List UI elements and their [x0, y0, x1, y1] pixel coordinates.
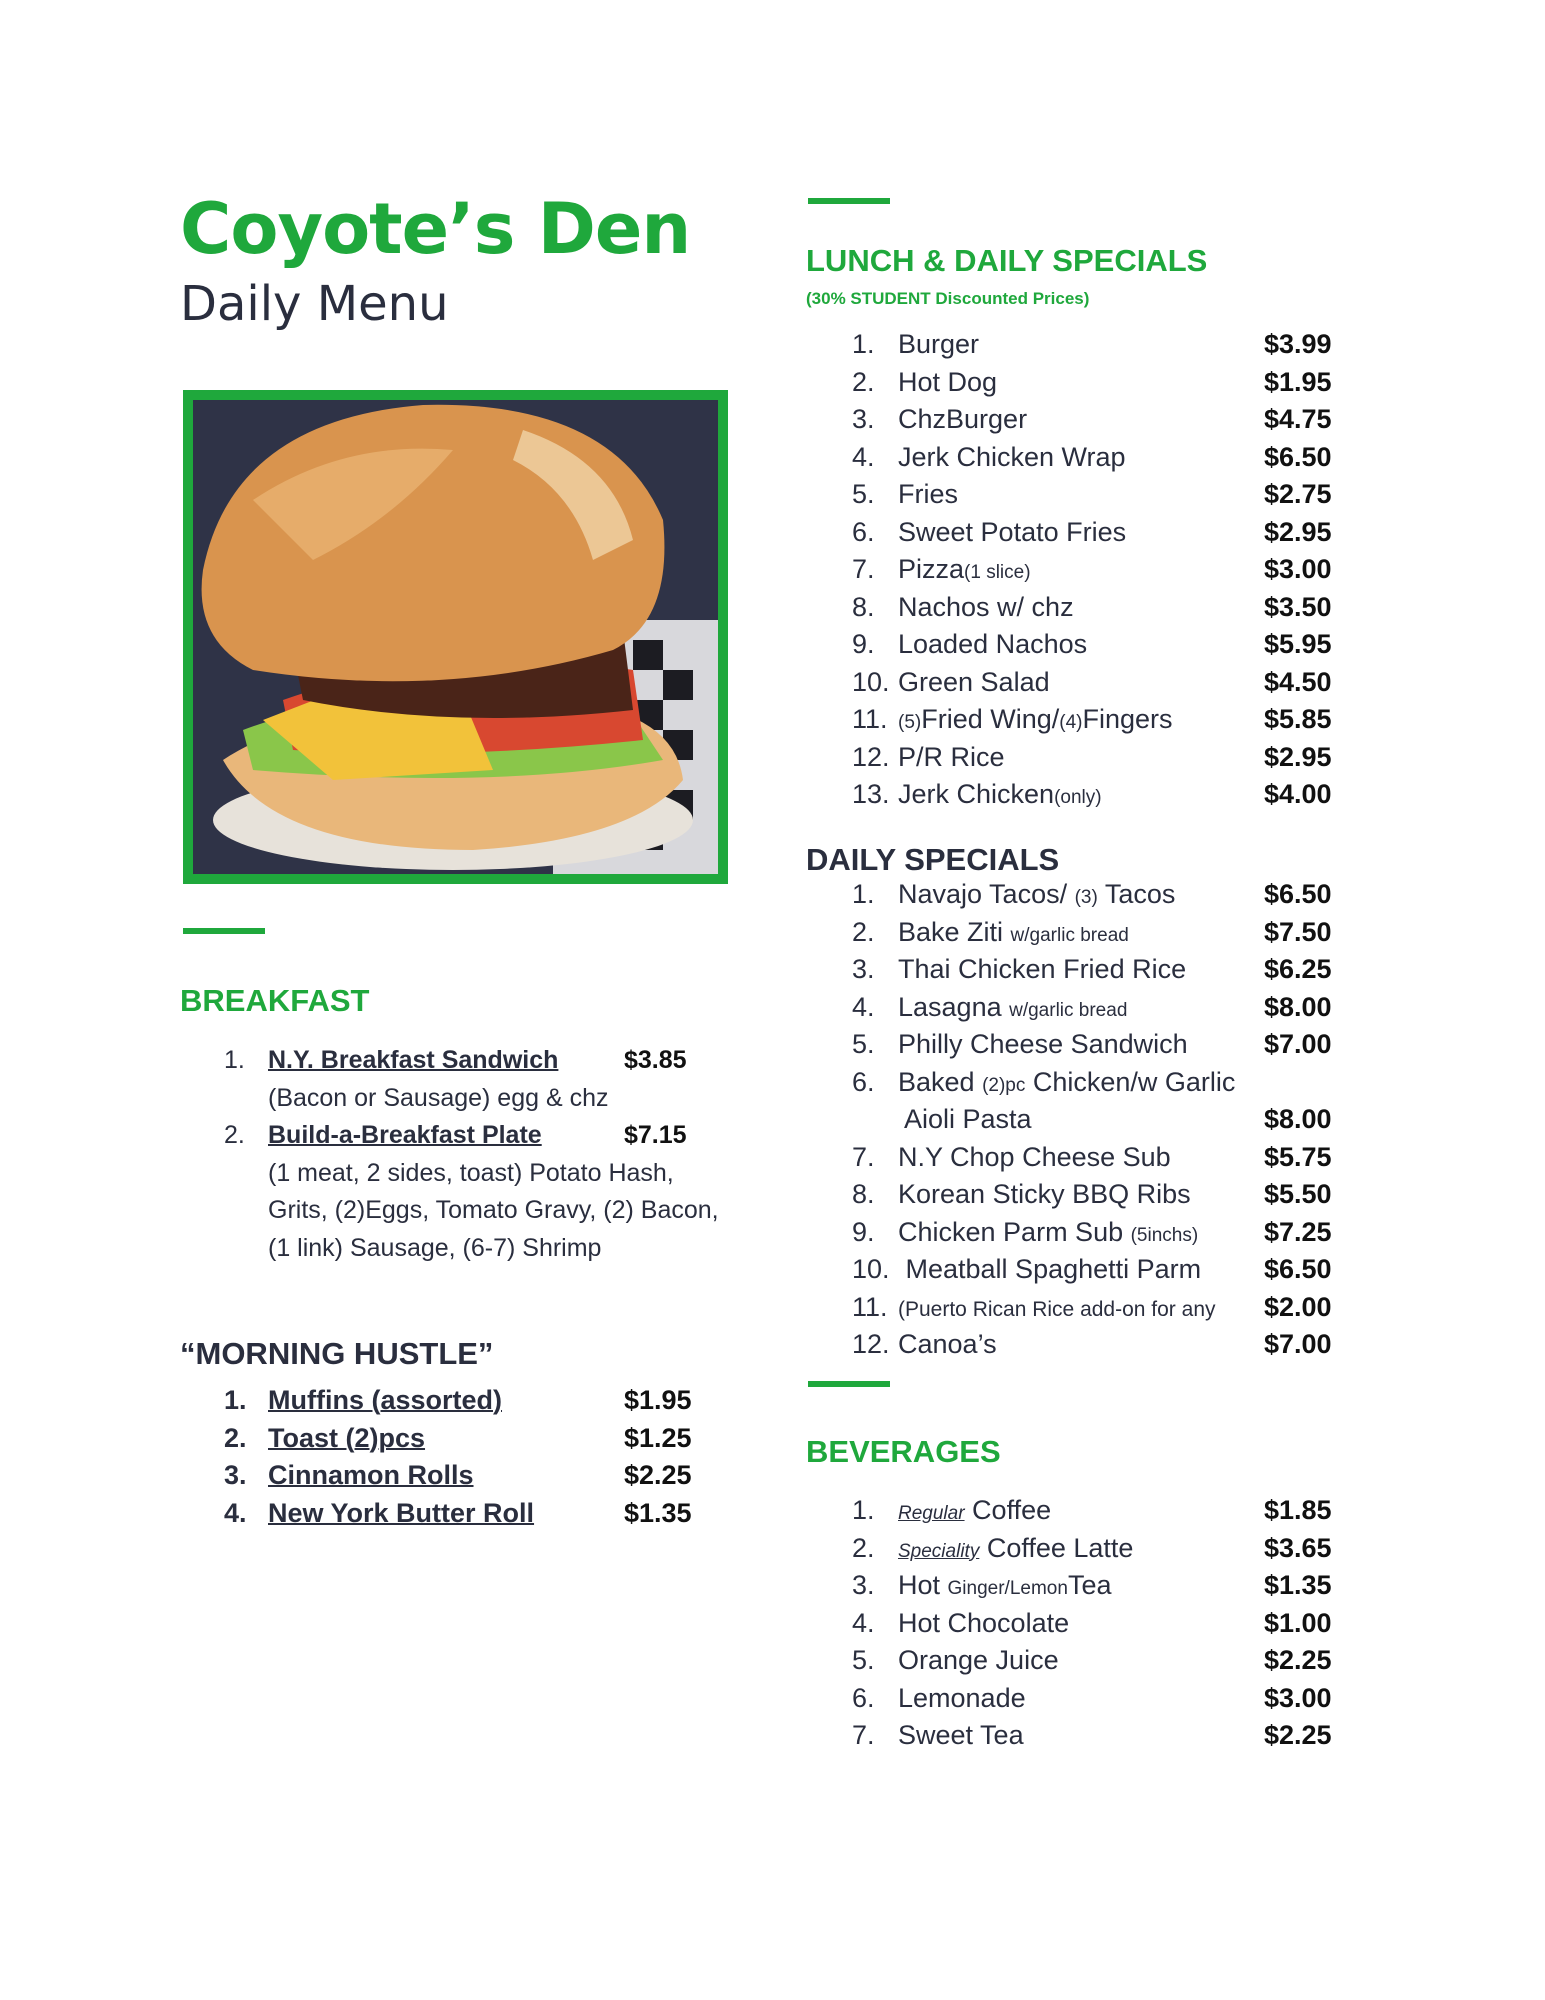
item-name-text: Green Salad — [898, 666, 1050, 697]
item-name-text: Aioli Pasta — [898, 1104, 1032, 1134]
list-item — [852, 914, 1332, 952]
item-name-text: N.Y Chop Cheese Sub — [898, 1141, 1171, 1172]
item-name-note: (4) — [1059, 712, 1083, 733]
item-price: $3.85 — [624, 1046, 687, 1074]
item-number: 3. — [852, 404, 875, 434]
item-name — [898, 476, 958, 514]
item-name-note: (2)pc — [982, 1074, 1026, 1096]
item-number: 1. — [852, 1495, 875, 1525]
item-number: 12. — [852, 741, 890, 772]
item-number: 6. — [852, 1066, 875, 1097]
item-price: $7.25 — [1264, 1216, 1332, 1247]
breakfast-list — [224, 1042, 744, 1267]
item-price: $6.50 — [1264, 879, 1332, 909]
list-item — [852, 701, 1332, 739]
list-item: 2. Build-a-Breakfast Plate $7.15 — [224, 1117, 744, 1155]
item-number: 3. — [852, 954, 875, 984]
list-item — [852, 664, 1332, 702]
burger-photo — [183, 390, 728, 884]
item-name-text: Hot Chocolate — [898, 1607, 1070, 1638]
item-price: $5.95 — [1264, 629, 1332, 659]
item-name-text: Jerk Chicken — [898, 779, 1055, 809]
list-item — [852, 1176, 1332, 1214]
item-name: Build-a-Breakfast Plate — [268, 1121, 542, 1149]
item-name: Cinnamon Rolls — [268, 1460, 474, 1490]
list-item: 4. New York Butter Roll $1.35 — [224, 1495, 744, 1533]
item-name — [898, 514, 1126, 552]
breakfast-divider — [183, 928, 265, 934]
item-name — [898, 439, 1126, 477]
item-number: 4. — [852, 1607, 875, 1638]
item-description: (1 meat, 2 sides, toast) Potato Hash, Grits, (2)Eggs, Tomato Gravy, (2) Bacon, (1 link) Sausage, (6-7) Shrimp — [268, 1158, 719, 1262]
page-subtitle: Daily Menu — [180, 276, 449, 332]
item-number: 11. — [852, 1291, 888, 1322]
item-price: $3.00 — [1264, 1682, 1332, 1713]
item-number: 4. — [852, 441, 875, 472]
item-price: $3.99 — [1264, 329, 1332, 359]
lunch-heading: LUNCH & DAILY SPECIALS — [806, 243, 1208, 278]
item-price: $8.00 — [1264, 1104, 1332, 1134]
item-name — [898, 1642, 1059, 1680]
item-name — [898, 1605, 1069, 1643]
item-number: 13. — [852, 779, 890, 809]
list-item: 3. Cinnamon Rolls $2.25 — [224, 1457, 744, 1495]
item-number: 5. — [852, 1645, 875, 1675]
lunch-divider — [808, 198, 890, 204]
item-name — [898, 551, 1031, 592]
item-number: 8. — [852, 591, 875, 622]
item-number: 5. — [852, 479, 875, 509]
item-name-text: Hot — [898, 1570, 948, 1600]
item-name-text: Tacos — [1097, 879, 1176, 909]
item-name — [898, 1567, 1111, 1608]
item-number: 7. — [852, 1141, 875, 1172]
item-number: 1. — [852, 879, 875, 909]
item-price: $3.00 — [1264, 554, 1332, 584]
list-item — [852, 589, 1332, 627]
item-name-text: Chicken Parm Sub — [898, 1216, 1131, 1247]
list-item — [852, 1605, 1332, 1643]
item-name — [898, 589, 1074, 627]
list-item — [852, 951, 1332, 989]
item-price: $2.95 — [1264, 516, 1332, 547]
beverages-divider — [808, 1381, 890, 1387]
item-name — [898, 914, 1129, 955]
item-price: $4.00 — [1264, 779, 1332, 809]
item-price: $2.25 — [1264, 1645, 1332, 1675]
daily-specials-heading: DAILY SPECIALS — [806, 842, 1060, 877]
item-price: $7.15 — [624, 1121, 687, 1149]
item-price: $6.50 — [1264, 1254, 1332, 1284]
item-name — [898, 1176, 1191, 1214]
item-name-note: w/garlic bread — [1010, 924, 1129, 946]
item-price: $5.85 — [1264, 704, 1332, 734]
item-name-text: Burger — [898, 329, 980, 359]
item-name-text: P/R Rice — [898, 741, 1005, 772]
item-name — [898, 664, 1050, 702]
item-name-text: Lasagna — [898, 991, 1010, 1022]
item-price: $3.65 — [1264, 1532, 1332, 1563]
item-price: $2.95 — [1264, 741, 1332, 772]
page-title: Coyote’s Den — [180, 188, 691, 270]
list-item — [852, 514, 1332, 552]
item-name-note: (1 slice) — [964, 562, 1031, 583]
item-price: $2.00 — [1264, 1291, 1332, 1322]
item-price: $7.00 — [1264, 1029, 1332, 1059]
item-name-note: Ginger/Lemon — [947, 1578, 1068, 1599]
item-name-text: Sweet Tea — [898, 1720, 1024, 1750]
item-number: 1. — [852, 329, 875, 359]
list-item — [852, 1026, 1332, 1064]
item-name-text: ChzBurger — [898, 404, 1028, 434]
item-number: 3. — [852, 1570, 875, 1600]
item-name: N.Y. Breakfast Sandwich — [268, 1046, 559, 1074]
item-number: 7. — [852, 1720, 875, 1750]
list-item — [852, 1101, 1332, 1139]
list-item — [852, 1064, 1332, 1102]
item-name-text: Pizza — [898, 554, 965, 584]
item-name-note: (only) — [1054, 787, 1102, 808]
item-number: 8. — [852, 1179, 875, 1209]
item-number: 5. — [852, 1029, 875, 1059]
item-name-text: Jerk Chicken Wrap — [898, 441, 1126, 472]
item-name-text: Fingers — [1082, 704, 1173, 734]
item-price: $6.50 — [1264, 441, 1332, 472]
item-number: 11. — [852, 704, 888, 734]
item-name — [898, 776, 1102, 817]
beverages-heading: BEVERAGES — [806, 1434, 1001, 1469]
list-item — [852, 776, 1332, 814]
list-item: 1. Muffins (assorted) $1.95 — [224, 1382, 744, 1420]
item-number: 4. — [852, 991, 875, 1022]
item-name — [898, 626, 1087, 664]
item-price: $4.75 — [1264, 404, 1332, 434]
item-number: 2. — [852, 1532, 875, 1563]
item-price: $1.95 — [1264, 366, 1332, 397]
item-name-note: Speciality — [898, 1540, 980, 1562]
item-name — [898, 1101, 1032, 1139]
list-item — [852, 1251, 1332, 1289]
item-number: 12. — [852, 1329, 890, 1359]
list-item: 2. Toast (2)pcs $1.25 — [224, 1420, 744, 1458]
item-description: (Bacon or Sausage) egg & chz — [268, 1083, 609, 1112]
item-name — [898, 1530, 1133, 1571]
item-name-text: Nachos w/ chz — [898, 591, 1074, 622]
item-price: $3.50 — [1264, 591, 1332, 622]
item-name — [898, 1064, 1235, 1105]
list-item — [852, 1326, 1332, 1364]
item-number: 2. — [852, 366, 875, 397]
item-name-text: Sweet Potato Fries — [898, 516, 1127, 547]
item-price: $1.35 — [1264, 1570, 1332, 1600]
item-name — [898, 739, 1005, 777]
item-price: $1.35 — [624, 1497, 692, 1528]
item-name-text: Lemonade — [898, 1682, 1026, 1713]
item-name-text: Loaded Nachos — [898, 629, 1088, 659]
item-name: Toast (2)pcs — [268, 1422, 426, 1453]
item-price: $5.75 — [1264, 1141, 1332, 1172]
list-item — [852, 1717, 1332, 1755]
list-item — [852, 1680, 1332, 1718]
item-name: Muffins (assorted) — [268, 1385, 503, 1415]
item-name-text: Philly Cheese Sandwich — [898, 1029, 1188, 1059]
item-price: $4.50 — [1264, 666, 1332, 697]
list-item — [852, 876, 1332, 914]
list-item — [852, 364, 1332, 402]
item-name-text: Bake Ziti — [898, 916, 1011, 947]
item-name — [898, 1492, 1051, 1533]
breakfast-heading: BREAKFAST — [180, 983, 370, 1018]
item-name-text: Navajo Tacos/ — [898, 879, 1075, 909]
item-name-text: Orange Juice — [898, 1645, 1059, 1675]
item-name — [898, 1251, 1201, 1289]
item-name — [898, 1680, 1026, 1718]
list-item — [852, 626, 1332, 664]
item-price: $7.00 — [1264, 1329, 1332, 1359]
item-name — [898, 1214, 1198, 1255]
item-name-text: Coffee — [964, 1495, 1052, 1525]
item-name-note: (5) — [898, 712, 922, 733]
item-name-note: w/garlic bread — [1009, 999, 1128, 1021]
item-name: New York Butter Roll — [268, 1497, 535, 1528]
item-name — [898, 1289, 1216, 1329]
item-number: 6. — [852, 1682, 875, 1713]
list-item — [852, 1492, 1332, 1530]
list-item — [852, 1530, 1332, 1568]
item-name-text: Meatball Spaghetti Parm — [898, 1254, 1202, 1284]
item-number: 9. — [852, 629, 875, 659]
item-name — [898, 326, 979, 364]
lunch-list — [852, 326, 1332, 814]
list-item: 1. N.Y. Breakfast Sandwich $3.85 — [224, 1042, 744, 1080]
item-number: 2. — [852, 916, 875, 947]
item-number: 9. — [852, 1216, 875, 1247]
item-name-text: Thai Chicken Fried Rice — [898, 954, 1187, 984]
item-name-text: Hot Dog — [898, 366, 998, 397]
morning-hustle-list — [224, 1382, 744, 1532]
item-name-text: Tea — [1067, 1570, 1112, 1600]
item-price: $5.50 — [1264, 1179, 1332, 1209]
item-name — [898, 1139, 1171, 1177]
item-price: $2.75 — [1264, 479, 1332, 509]
list-item — [852, 1139, 1332, 1177]
item-name-note: Regular — [898, 1503, 965, 1524]
item-price: $2.25 — [1264, 1720, 1332, 1750]
list-item — [852, 551, 1332, 589]
list-item — [852, 1642, 1332, 1680]
item-name — [898, 1026, 1188, 1064]
morning-hustle-heading: “MORNING HUSTLE” — [180, 1336, 494, 1371]
item-name-text: Korean Sticky BBQ Ribs — [898, 1179, 1191, 1209]
item-name-text: Baked — [898, 1066, 983, 1097]
list-item — [852, 989, 1332, 1027]
item-name — [898, 1326, 997, 1364]
item-name-text: Canoa’s — [898, 1329, 997, 1359]
item-name-note: (3) — [1074, 887, 1098, 908]
item-name — [898, 701, 1173, 742]
item-price: $2.25 — [624, 1460, 692, 1490]
item-name-text: Chicken/w Garlic — [1025, 1066, 1236, 1097]
item-number: 10. — [852, 1254, 890, 1284]
list-item — [852, 1567, 1332, 1605]
item-name-text: Coffee Latte — [979, 1532, 1134, 1563]
item-name — [898, 989, 1127, 1030]
daily-specials-list — [852, 876, 1332, 1364]
student-discount-note: (30% STUDENT Discounted Prices) — [806, 289, 1090, 308]
item-name — [898, 951, 1186, 989]
item-price: $1.95 — [624, 1385, 692, 1415]
item-price: $1.00 — [1264, 1607, 1332, 1638]
item-name-text: Fries — [898, 479, 958, 509]
item-name — [898, 364, 997, 402]
list-item — [852, 326, 1332, 364]
item-name — [898, 876, 1175, 917]
item-name — [898, 401, 1027, 439]
item-name-note: (5inchs) — [1130, 1224, 1199, 1246]
item-price: $6.25 — [1264, 954, 1332, 984]
list-item — [852, 476, 1332, 514]
list-item — [852, 1289, 1332, 1327]
item-number: 10. — [852, 666, 890, 697]
item-number: 6. — [852, 516, 875, 547]
list-item — [852, 401, 1332, 439]
item-number: 7. — [852, 554, 875, 584]
item-price: $7.50 — [1264, 916, 1332, 947]
list-item — [852, 739, 1332, 777]
list-item — [852, 439, 1332, 477]
list-item — [852, 1214, 1332, 1252]
item-price: $1.85 — [1264, 1495, 1332, 1525]
item-price: $1.25 — [624, 1422, 692, 1453]
item-name-text: Fried Wing/ — [921, 704, 1060, 734]
item-name — [898, 1717, 1024, 1755]
beverages-list — [852, 1492, 1332, 1755]
item-price: $8.00 — [1264, 991, 1332, 1022]
item-name-note: (Puerto Rican Rice add-on for any — [898, 1297, 1216, 1321]
